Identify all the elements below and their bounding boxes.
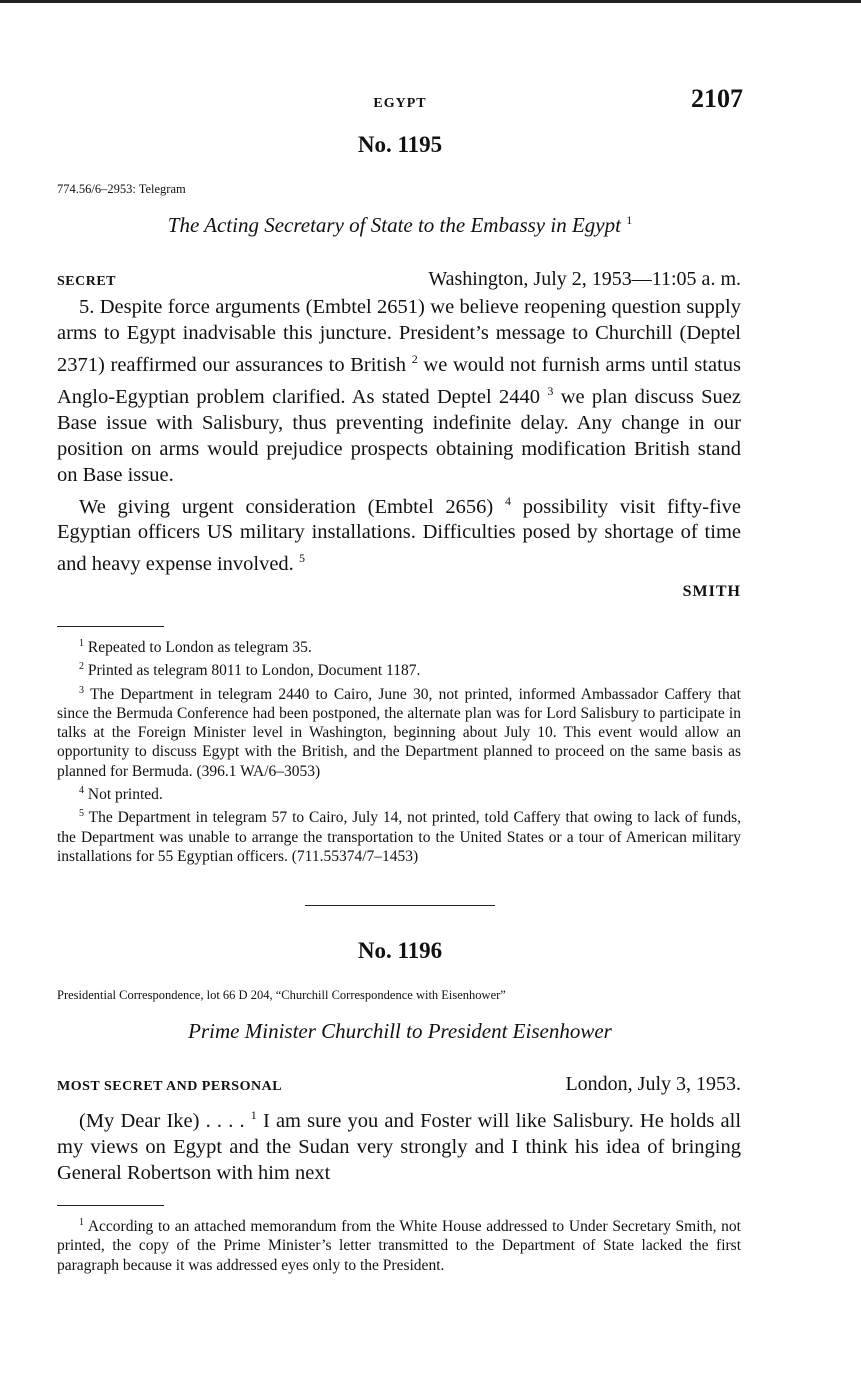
footnote-ref: 4 (505, 493, 511, 508)
dateline-city: London, (565, 1073, 633, 1095)
footnote (57, 1213, 741, 1275)
dateline-city: Washington, (428, 268, 529, 290)
paragraph (57, 1102, 741, 1186)
paragraph (57, 488, 741, 578)
document-heading (0, 213, 800, 238)
caption-row (57, 1073, 741, 1096)
letter-body (57, 1102, 741, 1186)
footnote (57, 804, 741, 866)
caption-row (57, 268, 741, 291)
footnote-text: Repeated to London as telegram 35. (87, 639, 312, 657)
footnote-ref: 1 (626, 213, 633, 227)
footnote-mark: 2 (79, 661, 84, 673)
running-head: EGYPT (373, 96, 427, 111)
dateline (428, 268, 741, 291)
top-rule (0, 0, 861, 3)
source-note: 774.56/6–2953: Telegram (57, 182, 186, 196)
paragraph-text: we would not furnish arms until status Anglo-Egyptian problem clarified. As stated Deptel 2440 (57, 353, 741, 408)
footnote-rule (57, 1205, 164, 1206)
section-separator (305, 905, 495, 906)
footnote-mark: 1 (79, 1217, 84, 1228)
footnote-mark: 3 (79, 684, 84, 696)
footnote (57, 657, 741, 680)
dateline-date: July 3, 1953. (637, 1073, 741, 1095)
classification: MOST SECRET AND PERSONAL (57, 1079, 283, 1094)
footnote-text: Printed as telegram 8011 to London, Document 1187. (87, 662, 421, 680)
footnote-mark: 4 (79, 784, 84, 796)
telegram-body (57, 294, 741, 577)
paragraph-text: We giving urgent consideration (Embtel 2656) (79, 495, 494, 518)
paragraph-text: 5. Despite force arguments (Embtel 2651) we believe reopening question supply arms to Egypt inadvisable this juncture. President’s message to Churchill (Deptel 2371) reaffirmed our assurances to British (57, 296, 741, 376)
footnote-ref: 2 (411, 352, 418, 366)
paragraph-text: I am sure you and Foster will like Salisbury. He holds all my views on Egypt and the Sudan very strongly and I think his idea of bringing General Robertson with him next (57, 1109, 742, 1184)
document-heading: Prime Minister Churchill to President Eisenhower (188, 1019, 612, 1043)
heading-text: The Acting Secretary of State to the Embassy in Egypt (167, 213, 621, 237)
footnote (57, 681, 741, 781)
dateline (565, 1073, 741, 1096)
footnotes (57, 634, 741, 866)
signature: SMITH (682, 583, 741, 600)
footnote-ref: 5 (298, 551, 305, 566)
dateline-date: July 2, 1953—11:05 a. m. (533, 268, 741, 290)
footnote-mark: 5 (79, 808, 84, 820)
footnote-text: Not printed. (87, 786, 163, 804)
footnote-rule (57, 626, 164, 627)
document-number: No. 1195 (357, 132, 443, 157)
footnotes (57, 1213, 741, 1275)
paragraph-text: we plan discuss Suez Base issue with Salisbury, thus preventing indefinite delay. Any change in our position on arms would prejudice prospects obtaining modification British stand on Base issue. (57, 385, 741, 486)
footnote (57, 634, 741, 657)
footnote-ref: 1 (250, 1108, 257, 1122)
footnote-text: According to an attached memorandum from the White House addressed to Under Secretary Smith, not printed, the copy of the Prime Minister’s letter transmitted to the Department of State lacked the first paragraph because it was addressed eyes only to the President. (57, 1218, 741, 1274)
footnote (57, 781, 741, 804)
salutation: (My Dear Ike) (79, 1109, 200, 1132)
footnote-mark: 1 (79, 638, 84, 649)
source-note: Presidential Correspondence, lot 66 D 204, “Churchill Correspondence with Eisenhower” (57, 988, 506, 1002)
footnote-text: The Department in telegram 57 to Cairo, July 14, not printed, told Caffery that owing to lack of funds, the Department was unable to arrange the transportation to the United States or a tour of American military installations for 55 Egyptian officers. (711.55374/7–1453) (57, 809, 741, 865)
page-number: 2107 (691, 84, 743, 113)
footnote-ref: 3 (547, 383, 554, 398)
footnote-text: The Department in telegram 2440 to Cairo, June 30, not printed, informed Ambassador Caffery that since the Bermuda Conference had been postponed, the alternate plan was for Lord Salisbury to participate in talks at the Foreign Minister level in Washington, beginning about July 10. This event would allow an opportunity to discuss Egypt with the British, and the Department planned to proceed on the same basis as planned for Bermuda. (396.1 WA/6–3053) (57, 685, 741, 780)
paragraph-text: possibility visit fifty-five Egyptian officers US military installations. Difficulties posed by shortage of time and heavy expense involved. (57, 495, 741, 576)
document-number: No. 1196 (357, 938, 443, 963)
paragraph (57, 294, 741, 488)
ellipsis: . . . . (205, 1109, 245, 1132)
classification: SECRET (57, 274, 117, 289)
